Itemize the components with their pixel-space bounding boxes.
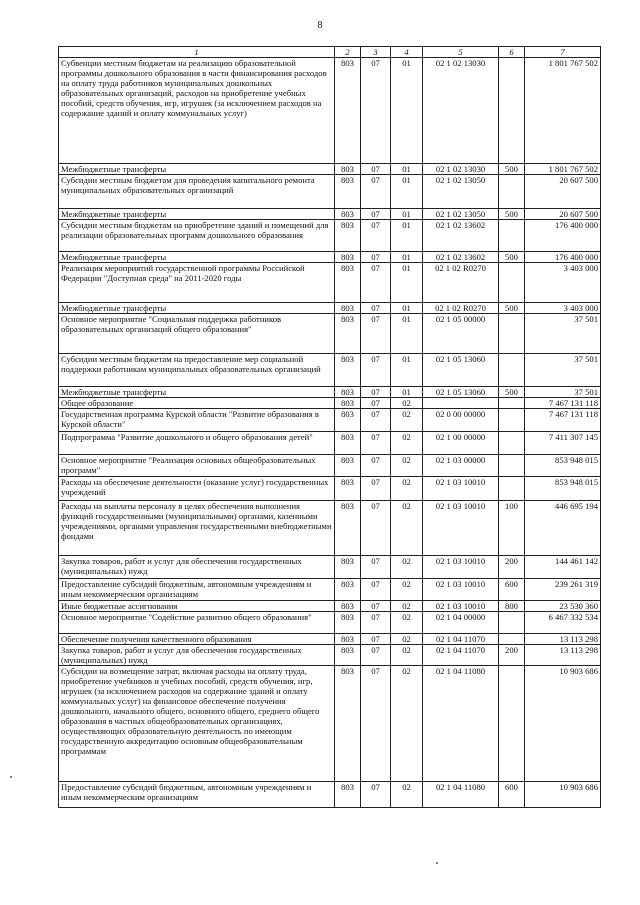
row-subsection-cell: 02 — [391, 432, 423, 455]
row-grbs-cell: 803 — [335, 220, 361, 252]
row-section-cell: 07 — [361, 263, 391, 303]
table-row — [59, 164, 601, 175]
row-amount-cell: 176 400 000 — [525, 220, 601, 252]
row-subsection-cell: 02 — [391, 579, 423, 601]
row-amount-cell: 10 903 686 — [525, 782, 601, 808]
row-amount-cell: 37 501 — [525, 314, 601, 354]
header-cell: 4 — [391, 47, 423, 58]
row-amount-cell: 37 501 — [525, 354, 601, 387]
row-target-article-cell: 02 1 03 00000 — [423, 455, 499, 477]
row-section-cell: 07 — [361, 175, 391, 209]
row-grbs-cell: 803 — [335, 612, 361, 634]
row-expense-type-cell — [499, 220, 525, 252]
row-target-article-cell: 02 1 05 13060 — [423, 354, 499, 387]
row-section-cell: 07 — [361, 455, 391, 477]
row-subsection-cell: 01 — [391, 209, 423, 220]
row-target-article-cell: 02 1 03 10010 — [423, 579, 499, 601]
row-subsection-cell: 01 — [391, 303, 423, 314]
row-grbs-cell: 803 — [335, 477, 361, 501]
row-amount-cell: 1 801 767 502 — [525, 164, 601, 175]
header-cell: 7 — [525, 47, 601, 58]
row-grbs-cell: 803 — [335, 579, 361, 601]
row-grbs-cell: 803 — [335, 314, 361, 354]
row-name-cell: Межбюджетные трансферты — [59, 387, 335, 398]
row-target-article-cell: 02 1 04 11070 — [423, 645, 499, 666]
row-subsection-cell: 02 — [391, 398, 423, 409]
row-name-cell: Межбюджетные трансферты — [59, 209, 335, 220]
row-grbs-cell: 803 — [335, 666, 361, 782]
row-target-article-cell: 02 1 02 13030 — [423, 164, 499, 175]
row-subsection-cell: 02 — [391, 634, 423, 645]
row-name-cell: Предоставление субсидий бюджетным, автономным учреждениям и иным некоммерческим организациям — [59, 579, 335, 601]
row-grbs-cell: 803 — [335, 634, 361, 645]
header-cell: 6 — [499, 47, 525, 58]
table-row — [59, 432, 601, 455]
row-target-article-cell: 02 1 04 11080 — [423, 666, 499, 782]
table-row — [59, 782, 601, 808]
row-section-cell: 07 — [361, 387, 391, 398]
row-section-cell: 07 — [361, 209, 391, 220]
row-expense-type-cell: 200 — [499, 645, 525, 666]
row-amount-cell: 7 411 307 145 — [525, 432, 601, 455]
row-section-cell: 07 — [361, 398, 391, 409]
row-section-cell: 07 — [361, 314, 391, 354]
table-header-row — [59, 47, 601, 58]
row-expense-type-cell — [499, 314, 525, 354]
row-subsection-cell: 02 — [391, 601, 423, 612]
row-expense-type-cell — [499, 432, 525, 455]
row-amount-cell: 144 461 142 — [525, 556, 601, 579]
row-grbs-cell: 803 — [335, 354, 361, 387]
table-row — [59, 314, 601, 354]
row-name-cell: Межбюджетные трансферты — [59, 164, 335, 175]
row-amount-cell: 3 403 000 — [525, 303, 601, 314]
row-expense-type-cell — [499, 612, 525, 634]
table-row — [59, 263, 601, 303]
row-grbs-cell: 803 — [335, 455, 361, 477]
row-expense-type-cell: 500 — [499, 209, 525, 220]
table-row — [59, 409, 601, 432]
row-name-cell: Закупка товаров, работ и услуг для обеспечения государственных (муниципальных) нужд — [59, 556, 335, 579]
row-amount-cell: 13 113 298 — [525, 645, 601, 666]
row-target-article-cell: 02 1 02 13050 — [423, 175, 499, 209]
row-name-cell: Основное мероприятие "Содействие развитию общего образования" — [59, 612, 335, 634]
table-row — [59, 387, 601, 398]
row-subsection-cell: 02 — [391, 501, 423, 556]
row-section-cell: 07 — [361, 666, 391, 782]
row-grbs-cell: 803 — [335, 601, 361, 612]
table-row — [59, 398, 601, 409]
row-grbs-cell: 803 — [335, 252, 361, 263]
budget-table — [58, 46, 601, 808]
row-expense-type-cell — [499, 398, 525, 409]
row-section-cell: 07 — [361, 556, 391, 579]
scan-speck — [436, 862, 438, 864]
row-section-cell: 07 — [361, 303, 391, 314]
row-name-cell: Расходы на обеспечение деятельности (оказание услуг) государственных учреждений — [59, 477, 335, 501]
row-amount-cell: 20 607 500 — [525, 209, 601, 220]
row-grbs-cell: 803 — [335, 556, 361, 579]
table-body — [59, 47, 601, 808]
row-expense-type-cell: 100 — [499, 501, 525, 556]
row-target-article-cell: 02 1 04 11070 — [423, 634, 499, 645]
row-amount-cell: 23 530 360 — [525, 601, 601, 612]
row-name-cell: Закупка товаров, работ и услуг для обеспечения государственных (муниципальных) нужд — [59, 645, 335, 666]
row-section-cell: 07 — [361, 579, 391, 601]
row-section-cell: 07 — [361, 634, 391, 645]
table-row — [59, 477, 601, 501]
row-expense-type-cell — [499, 455, 525, 477]
row-expense-type-cell — [499, 263, 525, 303]
row-target-article-cell: 02 1 02 R0270 — [423, 263, 499, 303]
row-grbs-cell: 803 — [335, 409, 361, 432]
row-amount-cell: 7 467 131 118 — [525, 409, 601, 432]
row-section-cell: 07 — [361, 252, 391, 263]
row-target-article-cell: 02 1 03 10010 — [423, 556, 499, 579]
table-row — [59, 455, 601, 477]
row-target-article-cell: 02 1 04 00000 — [423, 612, 499, 634]
row-expense-type-cell — [499, 634, 525, 645]
table-row — [59, 220, 601, 252]
row-target-article-cell: 02 1 05 00000 — [423, 314, 499, 354]
row-grbs-cell: 803 — [335, 209, 361, 220]
table-row — [59, 579, 601, 601]
row-amount-cell: 239 261 319 — [525, 579, 601, 601]
row-section-cell: 07 — [361, 477, 391, 501]
row-subsection-cell: 01 — [391, 263, 423, 303]
row-section-cell: 07 — [361, 164, 391, 175]
row-target-article-cell: 02 1 02 13602 — [423, 252, 499, 263]
row-amount-cell: 7 467 131 118 — [525, 398, 601, 409]
row-amount-cell: 853 948 015 — [525, 477, 601, 501]
row-subsection-cell: 01 — [391, 164, 423, 175]
row-grbs-cell: 803 — [335, 387, 361, 398]
row-name-cell: Межбюджетные трансферты — [59, 303, 335, 314]
row-subsection-cell: 01 — [391, 220, 423, 252]
row-section-cell: 07 — [361, 645, 391, 666]
row-expense-type-cell — [499, 477, 525, 501]
row-subsection-cell: 02 — [391, 409, 423, 432]
row-section-cell: 07 — [361, 220, 391, 252]
row-amount-cell: 13 113 298 — [525, 634, 601, 645]
row-section-cell: 07 — [361, 601, 391, 612]
row-section-cell: 07 — [361, 409, 391, 432]
row-grbs-cell: 803 — [335, 432, 361, 455]
row-subsection-cell: 01 — [391, 314, 423, 354]
table-row — [59, 58, 601, 164]
header-cell: 5 — [423, 47, 499, 58]
table-row — [59, 354, 601, 387]
row-subsection-cell: 01 — [391, 58, 423, 164]
row-name-cell: Межбюджетные трансферты — [59, 252, 335, 263]
row-name-cell: Расходы на выплаты персоналу в целях обеспечения выполнения функций государственными (муниципальными) органами, казенными учреждениями, органами управления государственными внебюджетными фондами — [59, 501, 335, 556]
row-expense-type-cell: 500 — [499, 252, 525, 263]
row-target-article-cell — [423, 398, 499, 409]
row-name-cell: Государственная программа Курской области "Развитие образования в Курской области" — [59, 409, 335, 432]
row-amount-cell: 37 501 — [525, 387, 601, 398]
row-grbs-cell: 803 — [335, 164, 361, 175]
page-number: 8 — [317, 20, 323, 31]
row-amount-cell: 853 948 015 — [525, 455, 601, 477]
row-amount-cell: 1 801 767 502 — [525, 58, 601, 164]
row-name-cell: Субсидии местным бюджетам на предоставление мер социальной поддержки работникам муниципальных образовательных организаций — [59, 354, 335, 387]
row-amount-cell: 176 400 000 — [525, 252, 601, 263]
row-amount-cell: 20 607 500 — [525, 175, 601, 209]
row-subsection-cell: 01 — [391, 175, 423, 209]
table-row — [59, 645, 601, 666]
row-amount-cell: 10 903 686 — [525, 666, 601, 782]
table-row — [59, 612, 601, 634]
row-amount-cell: 6 467 332 534 — [525, 612, 601, 634]
row-name-cell: Предоставление субсидий бюджетным, автономным учреждениям и иным некоммерческим организациям — [59, 782, 335, 808]
row-name-cell: Подпрограмма "Развитие дошкольного и общего образования детей" — [59, 432, 335, 455]
row-subsection-cell: 02 — [391, 477, 423, 501]
row-grbs-cell: 803 — [335, 58, 361, 164]
row-subsection-cell: 02 — [391, 645, 423, 666]
row-target-article-cell: 02 1 02 13050 — [423, 209, 499, 220]
row-name-cell: Основное мероприятие "Социальная поддержка работников образовательных организаций общего образования" — [59, 314, 335, 354]
scan-speck — [10, 776, 12, 778]
row-grbs-cell: 803 — [335, 645, 361, 666]
row-name-cell: Субсидии местным бюджетам для проведения капитального ремонта муниципальных образовательных организаций — [59, 175, 335, 209]
row-subsection-cell: 02 — [391, 612, 423, 634]
row-amount-cell: 3 403 000 — [525, 263, 601, 303]
table-row — [59, 666, 601, 782]
row-grbs-cell: 803 — [335, 501, 361, 556]
row-name-cell: Субсидии местным бюджетам на приобретение зданий и помещений для реализации образовательных программ дошкольного образования — [59, 220, 335, 252]
row-grbs-cell: 803 — [335, 782, 361, 808]
table-row — [59, 303, 601, 314]
row-expense-type-cell — [499, 175, 525, 209]
row-grbs-cell: 803 — [335, 263, 361, 303]
row-subsection-cell: 01 — [391, 354, 423, 387]
row-target-article-cell: 02 1 02 13030 — [423, 58, 499, 164]
row-subsection-cell: 02 — [391, 556, 423, 579]
row-name-cell: Реализация мероприятий государственной программы Российской Федерации "Доступная среда" на 2011-2020 годы — [59, 263, 335, 303]
row-name-cell: Иные бюджетные ассигнования — [59, 601, 335, 612]
row-expense-type-cell — [499, 354, 525, 387]
row-expense-type-cell — [499, 409, 525, 432]
row-target-article-cell: 02 1 04 11080 — [423, 782, 499, 808]
table-row — [59, 556, 601, 579]
row-target-article-cell: 02 0 00 00000 — [423, 409, 499, 432]
table-row — [59, 252, 601, 263]
row-subsection-cell: 02 — [391, 666, 423, 782]
row-target-article-cell: 02 1 03 10010 — [423, 477, 499, 501]
row-target-article-cell: 02 1 02 13602 — [423, 220, 499, 252]
table-row — [59, 209, 601, 220]
table-row — [59, 175, 601, 209]
row-expense-type-cell: 200 — [499, 556, 525, 579]
row-section-cell: 07 — [361, 782, 391, 808]
row-section-cell: 07 — [361, 58, 391, 164]
table-row — [59, 501, 601, 556]
row-section-cell: 07 — [361, 354, 391, 387]
row-subsection-cell: 01 — [391, 387, 423, 398]
row-subsection-cell: 02 — [391, 455, 423, 477]
table-row — [59, 601, 601, 612]
row-expense-type-cell: 500 — [499, 164, 525, 175]
row-name-cell: Обеспечение получения качественного образования — [59, 634, 335, 645]
header-cell: 2 — [335, 47, 361, 58]
header-cell: 3 — [361, 47, 391, 58]
row-expense-type-cell — [499, 666, 525, 782]
row-target-article-cell: 02 1 02 R0270 — [423, 303, 499, 314]
row-grbs-cell: 803 — [335, 175, 361, 209]
table-row — [59, 634, 601, 645]
row-name-cell: Субсидии на возмещение затрат, включая расходы на оплату труда, приобретение учебников и учебных пособий, средств обучения, игр, игрушек (за исключением расходов на содержание зданий и оплату коммунальных услуг) на финансовое обеспечение получения дошкольного, начального общего, основного общего, среднего общего образования в частных общеобразовательных организациях, осуществляющих образовательную деятельность по имеющим государственную аккредитацию основным общеобразовательным программам — [59, 666, 335, 782]
row-expense-type-cell: 500 — [499, 387, 525, 398]
row-name-cell: Субвенции местным бюджетам на реализацию образовательной программы дошкольного образования в части финансирования расходов на оплату труда работников муниципальных дошкольных образовательных организаций, расходов на приобретение учебных пособий, средств обучения, игр, игрушек (за исключением расходов на содержание зданий и оплату коммунальных услуг) — [59, 58, 335, 164]
row-target-article-cell: 02 1 03 10010 — [423, 501, 499, 556]
row-expense-type-cell: 500 — [499, 303, 525, 314]
header-cell: 1 — [59, 47, 335, 58]
row-amount-cell: 446 695 194 — [525, 501, 601, 556]
row-grbs-cell: 803 — [335, 398, 361, 409]
row-target-article-cell: 02 1 05 13060 — [423, 387, 499, 398]
row-target-article-cell: 02 1 03 10010 — [423, 601, 499, 612]
row-subsection-cell: 02 — [391, 782, 423, 808]
row-target-article-cell: 02 1 00 00000 — [423, 432, 499, 455]
row-expense-type-cell: 800 — [499, 601, 525, 612]
row-section-cell: 07 — [361, 432, 391, 455]
row-expense-type-cell: 600 — [499, 782, 525, 808]
row-expense-type-cell — [499, 58, 525, 164]
row-expense-type-cell: 600 — [499, 579, 525, 601]
row-subsection-cell: 01 — [391, 252, 423, 263]
row-grbs-cell: 803 — [335, 303, 361, 314]
row-name-cell: Общее образование — [59, 398, 335, 409]
row-section-cell: 07 — [361, 612, 391, 634]
row-name-cell: Основное мероприятие "Реализация основных общеобразовательных программ" — [59, 455, 335, 477]
row-section-cell: 07 — [361, 501, 391, 556]
